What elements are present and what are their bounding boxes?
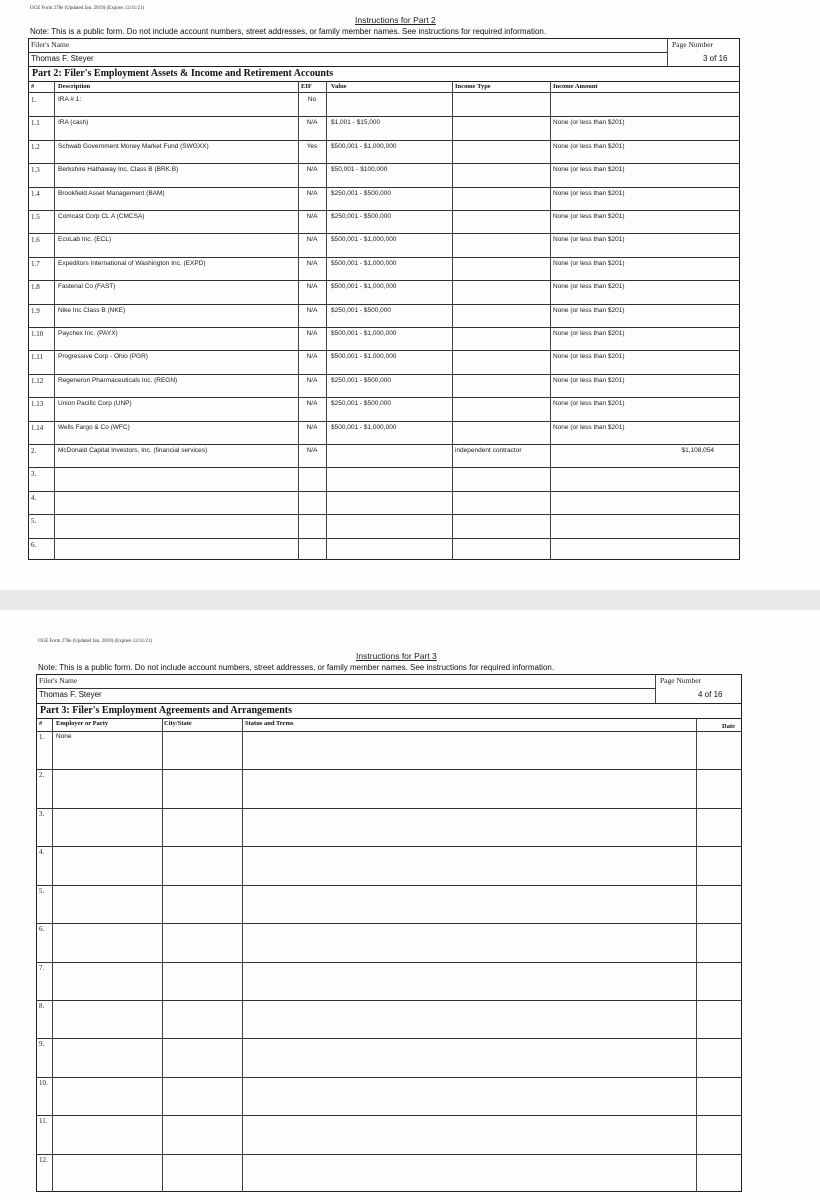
row-description: McDonald Capital Investors, Inc. (financial services) [58, 447, 208, 454]
row-number: 7. [39, 963, 45, 972]
row-eif: N/A [306, 189, 318, 197]
row-description: Expeditors International of Washington Inc. (EXPD) [58, 259, 206, 267]
row-value: $250,001 - $500,000 [331, 400, 391, 408]
column-header-city-state: City/State [164, 720, 192, 727]
row-income-amount: None (or less than $201) [553, 330, 625, 337]
filer-name: Thomas F. Steyer [39, 690, 102, 699]
row-description: Paychex Inc. (PAYX) [58, 330, 118, 337]
column-header-income-type: Income Type [455, 83, 491, 90]
row-value: $250,001 - $500,000 [331, 376, 391, 384]
public-form-note: Note: This is a public form. Do not include account numbers, street addresses, or family member names. See instructions for required information. [30, 27, 547, 36]
row-number: 1.1 [31, 119, 40, 128]
column-header-income-amount: Income Amount [553, 83, 598, 90]
row-value: $500,001 - $1,000,000 [331, 423, 397, 431]
row-number: 1.9 [31, 306, 40, 315]
row-description: Union Pacific Corp (UNP) [58, 400, 132, 408]
row-number: 2. [39, 771, 45, 780]
row-income-amount: None (or less than $201) [553, 236, 625, 244]
row-income-amount: None (or less than $201) [553, 306, 625, 314]
instructions-link[interactable]: Instructions for Part 3 [356, 651, 437, 661]
row-number: 5. [31, 517, 37, 526]
row-number: 2. [31, 447, 37, 455]
row-value: $250,001 - $500,000 [331, 213, 391, 220]
column-header-date: Date [722, 723, 735, 730]
row-number: 12. [39, 1155, 48, 1164]
row-value: $500,001 - $1,000,000 [331, 236, 397, 244]
row-description: Brookfield Asset Management (BAM) [58, 189, 165, 197]
row-description: EcoLab Inc. (ECL) [58, 236, 112, 244]
filer-name: Thomas F. Steyer [31, 54, 94, 63]
column-header-status-terms: Status and Terms [245, 720, 294, 727]
row-number: 1.12 [31, 376, 44, 385]
row-income-amount: None (or less than $201) [553, 259, 625, 267]
row-income-amount: None (or less than $201) [553, 283, 625, 291]
row-income-amount: None (or less than $201) [553, 189, 625, 197]
row-income-amount: None (or less than $201) [553, 213, 625, 220]
filer-name-label: Filer's Name [39, 676, 78, 685]
form-number: OGE Form 278e (Updated Jan. 2019) (Expires 12/31/21) [38, 639, 153, 644]
row-eif: N/A [306, 166, 318, 174]
row-number: 4. [31, 493, 37, 502]
row-eif: N/A [306, 119, 318, 127]
row-number: 11. [39, 1117, 48, 1126]
row-description: IRA # 1: [58, 96, 82, 103]
page-number-label: Page Number [660, 676, 702, 685]
row-number: 5. [39, 886, 45, 895]
row-income-amount: None (or less than $201) [553, 376, 625, 384]
row-description: Fastenal Co (FAST) [58, 283, 116, 291]
instructions-link[interactable]: Instructions for Part 2 [355, 15, 436, 25]
column-header-num: # [31, 83, 35, 90]
row-number: 1.4 [31, 189, 40, 198]
row-eif: N/A [306, 259, 318, 267]
row-value: $1,001 - $15,000 [331, 119, 381, 127]
row-value: $500,001 - $1,000,000 [331, 353, 397, 361]
row-number: 4. [39, 848, 45, 857]
row-eif: N/A [306, 376, 318, 384]
form-page-part-3 [0, 610, 820, 1200]
row-eif: N/A [306, 213, 318, 220]
row-value: $500,001 - $1,000,000 [331, 330, 397, 337]
row-description: Regeneron Pharmaceuticals Inc. (REGN) [58, 376, 178, 384]
row-number: 1.3 [31, 166, 40, 175]
row-number: 1.6 [31, 236, 40, 245]
row-eif: N/A [306, 400, 318, 408]
column-header-value: Value [331, 83, 347, 90]
row-description: Schwab Government Money Market Fund (SWGXX) [58, 142, 209, 150]
row-value: $50,001 - $100,000 [331, 166, 388, 174]
row-eif: N/A [306, 353, 318, 361]
row-description: IRA (cash) [58, 119, 89, 127]
column-header-num: # [39, 720, 43, 727]
row-eif: N/A [306, 330, 318, 337]
row-number: 1.10 [31, 330, 44, 338]
row-number: 1. [31, 96, 37, 104]
form-number: OGE Form 278e (Updated Jan. 2019) (Expires 12/31/21) [30, 6, 145, 11]
row-income-amount: None (or less than $201) [553, 142, 625, 150]
row-employer: None [56, 733, 72, 740]
filer-name-label: Filer's Name [31, 40, 70, 49]
row-number: 6. [31, 540, 37, 549]
row-eif: N/A [306, 423, 318, 431]
row-value: $500,001 - $1,000,000 [331, 283, 397, 291]
row-eif: Yes [306, 142, 318, 150]
row-number: 1.8 [31, 283, 40, 292]
page-number-label: Page Number [672, 40, 714, 49]
row-value: $250,001 - $500,000 [331, 306, 391, 314]
row-number: 1.5 [31, 213, 40, 221]
row-number: 1.14 [31, 423, 44, 432]
row-eif: N/A [306, 306, 318, 314]
row-number: 1.7 [31, 259, 40, 268]
row-number: 1. [39, 733, 45, 741]
row-number: 9. [39, 1040, 45, 1049]
row-income-amount: None (or less than $201) [553, 423, 625, 431]
row-eif: N/A [306, 283, 318, 291]
page-number: 4 of 16 [698, 690, 723, 699]
row-description: Berkshire Hathaway Inc. Class B (BRK.B) [58, 166, 179, 174]
row-income-amount: None (or less than $201) [553, 166, 625, 174]
row-eif: N/A [306, 236, 318, 244]
row-description: Wells Fargo & Co (WFC) [58, 423, 130, 431]
row-number: 1.13 [31, 400, 44, 409]
row-number: 3. [31, 470, 37, 479]
row-eif: No [307, 96, 317, 103]
column-header-employer: Employer or Party [56, 720, 109, 727]
row-description: Progressive Corp - Ohio (PGR) [58, 353, 148, 361]
row-income-amount: None (or less than $201) [553, 353, 625, 361]
row-income-amount: None (or less than $201) [553, 400, 625, 408]
part-title: Part 3: Filer's Employment Agreements and Arrangements [40, 705, 292, 716]
row-income-amount: None (or less than $201) [553, 119, 625, 127]
row-number: 1.2 [31, 142, 40, 151]
row-number: 10. [39, 1078, 48, 1087]
row-value: $500,001 - $1,000,000 [331, 142, 397, 150]
row-description: Comcast Corp CL A (CMCSA) [58, 213, 145, 220]
part-title: Part 2: Filer's Employment Assets & Income and Retirement Accounts [32, 68, 334, 79]
column-header-description: Description [58, 83, 91, 90]
row-number: 1.11 [31, 353, 43, 362]
row-description: Nike Inc Class B (NKE) [58, 306, 126, 314]
row-number: 3. [39, 809, 45, 818]
page-number: 3 of 16 [703, 54, 728, 63]
row-income-amount: $1,108,054 [681, 447, 714, 454]
form-page-part-2 [0, 0, 820, 590]
row-value: $250,001 - $500,000 [331, 189, 391, 197]
row-income-type: independent contractor [455, 447, 522, 454]
row-eif: N/A [306, 447, 318, 454]
row-number: 8. [39, 1001, 45, 1010]
row-number: 6. [39, 925, 45, 934]
row-value: $500,001 - $1,000,000 [331, 259, 397, 267]
public-form-note: Note: This is a public form. Do not include account numbers, street addresses, or family member names. See instructions for required information. [38, 663, 555, 672]
column-header-eif: EIF [301, 83, 312, 90]
